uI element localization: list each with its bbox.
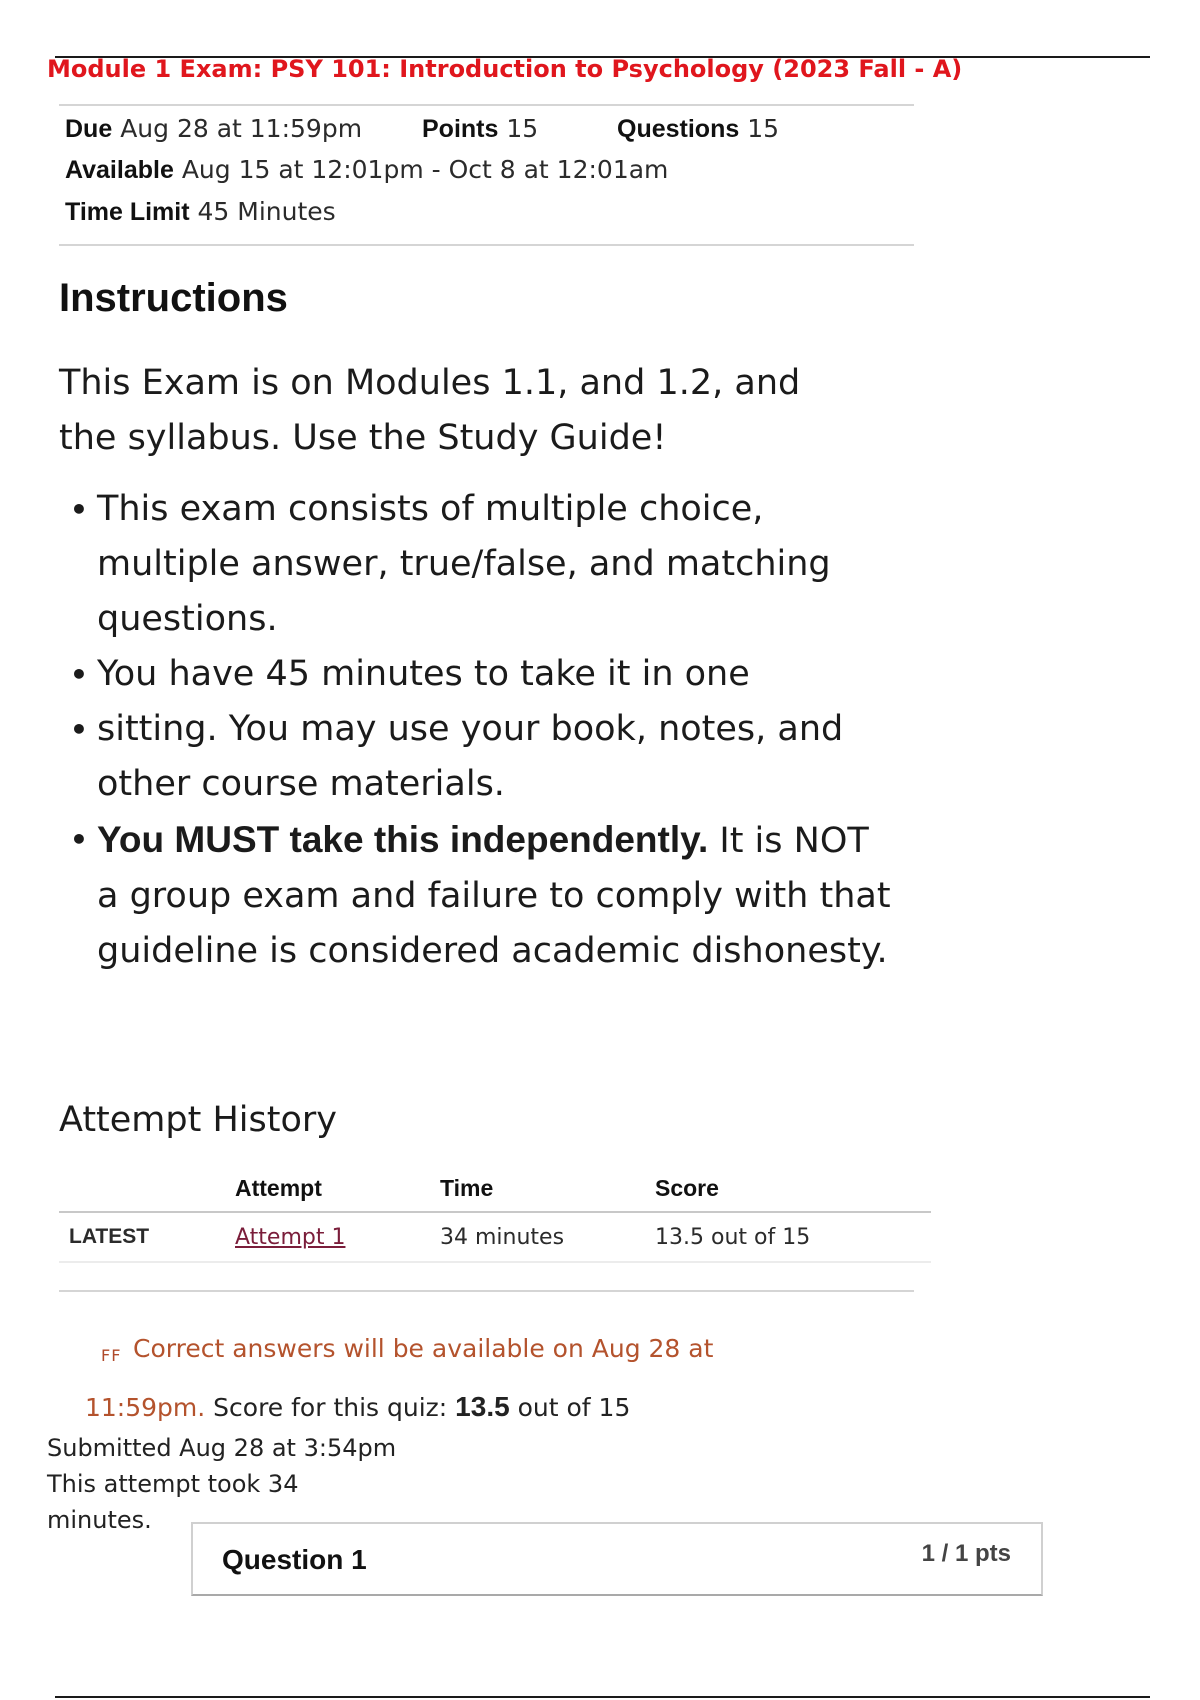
column-header: Score	[654, 1165, 931, 1212]
question-points: 1 / 1 pts	[921, 1540, 1011, 1567]
notice-continued: 11:59pm.	[85, 1393, 206, 1422]
questions-meta	[617, 114, 779, 144]
list-item: • You MUST take this independently. It is NOT a group exam and failure to comply with that guideline is considered academic dishonesty.	[70, 819, 891, 971]
column-header	[59, 1165, 234, 1212]
due-meta	[65, 114, 362, 144]
quiz-score: 13.5	[455, 1391, 510, 1422]
column-header: Time	[439, 1165, 654, 1212]
table-header-row	[59, 1165, 931, 1212]
question-title: Question 1	[222, 1544, 367, 1575]
due-value: Aug 28 at 11:59pm	[120, 114, 363, 143]
instructions-list	[59, 482, 899, 979]
list-item: • sitting. You may use your book, notes, and other course materials.	[70, 709, 844, 804]
independence-warning: You MUST take this independently.	[97, 819, 709, 860]
points-label: Points	[422, 115, 499, 143]
time-limit-meta	[65, 197, 336, 227]
available-label: Available	[65, 156, 174, 184]
attempt-duration: This attempt took 34	[47, 1470, 299, 1498]
points-meta	[422, 114, 538, 144]
latest-label: LATEST	[59, 1212, 234, 1262]
attempt-time: 34 minutes	[439, 1212, 654, 1262]
submitted-time: Submitted Aug 28 at 3:54pm	[47, 1434, 397, 1462]
attempt-history-table	[59, 1165, 931, 1263]
score-line: 11:59pm. Score for this quiz: 13.5 out of 15	[85, 1391, 631, 1422]
ff-mark: FF	[101, 1346, 122, 1365]
column-header: Attempt	[234, 1165, 439, 1212]
meta-divider-top	[59, 104, 914, 106]
exam-title: Module 1 Exam: PSY 101: Introduction to Psychology (2023 Fall - A)	[47, 55, 963, 83]
list-item: • You have 45 minutes to take it in one	[70, 654, 750, 694]
attempt-link[interactable]: Attempt 1	[235, 1224, 346, 1250]
time-limit-value: 45 Minutes	[197, 197, 336, 226]
available-value: Aug 15 at 12:01pm - Oct 8 at 12:01am	[181, 155, 669, 184]
points-value: 15	[506, 114, 539, 143]
results-divider	[59, 1290, 914, 1292]
bottom-rule	[55, 1696, 1150, 1698]
correct-answers-notice: Correct answers will be available on Aug 28 at	[133, 1334, 714, 1363]
instructions-heading: Instructions	[59, 276, 288, 320]
time-limit-label: Time Limit	[65, 198, 190, 226]
list-item: • This exam consists of multiple choice, multiple answer, true/false, and matching questions.	[70, 489, 831, 639]
attempt-history-heading: Attempt History	[59, 1100, 337, 1140]
questions-label: Questions	[617, 115, 740, 143]
attempt-score: 13.5 out of 15	[654, 1212, 931, 1262]
questions-value: 15	[747, 114, 780, 143]
meta-divider-bottom	[59, 244, 914, 246]
instructions-intro: This Exam is on Modules 1.1, and 1.2, and the syllabus. Use the Study Guide!	[59, 363, 801, 458]
due-label: Due	[65, 115, 113, 143]
table-row	[59, 1212, 931, 1262]
attempt-duration-cont: minutes.	[47, 1506, 152, 1534]
question-header	[191, 1522, 1043, 1596]
available-meta	[65, 155, 668, 185]
